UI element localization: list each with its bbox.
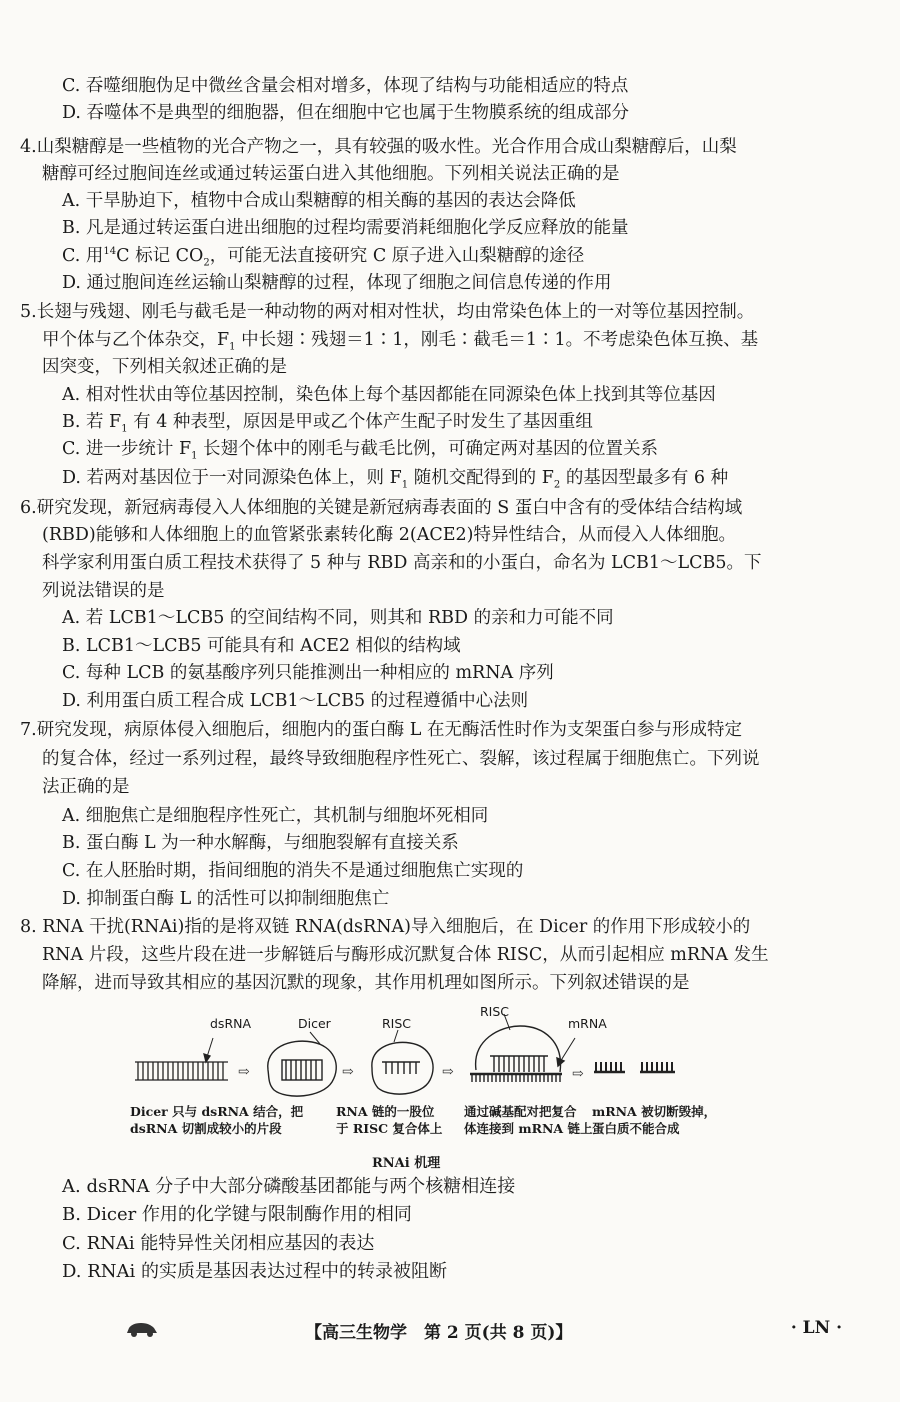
dsrna-label: dsRNA xyxy=(210,1016,252,1031)
q7-stem-line2: 的复合体，经过一系列过程，最终导致细胞程序性死亡、裂解，该过程属于细胞焦亡。下列说 xyxy=(42,749,760,769)
risc-label-2: RISC xyxy=(480,1004,510,1019)
dsrna-strand xyxy=(135,1038,228,1080)
rnai-diagram-graphic xyxy=(120,1010,710,1100)
q4-option-a: A. 干旱胁迫下，植物中合成山梨糖醇的相关酶的基因的表达会降低 xyxy=(62,191,576,211)
q6-stem-line4: 列说法错误的是 xyxy=(42,581,165,601)
q7-option-a: A. 细胞焦亡是细胞程序性死亡，其机制与细胞坏死相同 xyxy=(62,806,489,826)
q8-stem-line2: RNA 片段，这些片段在进一步解链后与酶形成沉默复合体 RISC，从而引起相应 mRNA 发生 xyxy=(42,945,769,965)
dicer-complex xyxy=(268,1032,337,1096)
caption-dicer: Dicer 只与 dsRNA 结合，把 dsRNA 切割成较小的片段 xyxy=(130,1104,304,1136)
q6-option-d: D. 利用蛋白质工程合成 LCB1～LCB5 的过程遵循中心法则 xyxy=(62,691,529,711)
q6-option-a: A. 若 LCB1～LCB5 的空间结构不同，则其和 RBD 的亲和力可能不同 xyxy=(62,608,614,628)
svg-text:⇨: ⇨ xyxy=(342,1064,354,1080)
caption-mrna-cut: mRNA 被切断毁掉， 蛋白质不能合成 xyxy=(592,1104,717,1136)
q5-option-b: B. 若 $F_1$ 有 4 种表型，原因是甲或乙个体产生配子时发生了基因重组 xyxy=(62,412,593,435)
diagram-title: RNAi 机理 xyxy=(372,1156,441,1171)
q4-stem-line2: 糖醇可经过胞间连丝或通过转运蛋白进入其他细胞。下列相关说法正确的是 xyxy=(42,164,620,184)
q4-option-c: C. 用$^{14}$C 标记 $CO_2$，可能无法直接研究 C 原子进入山梨糖醇的途径 xyxy=(62,245,585,269)
car-logo-icon xyxy=(125,1320,159,1338)
footer-code: · LN · xyxy=(790,1318,842,1338)
svg-text:⇨: ⇨ xyxy=(572,1066,584,1082)
q5-stem-line2: 甲个体与乙个体杂交，$F_1$ 中长翅∶残翅＝1∶1，刚毛∶截毛＝1∶1。不考虑染色体互换、基 xyxy=(42,330,759,353)
q8-stem-line3: 降解，进而导致其相应的基因沉默的现象，其作用机理如图所示。下列叙述错误的是 xyxy=(42,973,690,993)
q8-option-d: D. RNAi 的实质是基因表达过程中的转录被阻断 xyxy=(62,1261,448,1282)
q8-option-c: C. RNAi 能特异性关闭相应基因的表达 xyxy=(62,1233,375,1254)
q5-option-c: C. 进一步统计 $F_1$ 长翅个体中的刚毛与截毛比例，可确定两对基因的位置关系 xyxy=(62,439,659,462)
mrna-label: mRNA xyxy=(568,1016,607,1031)
q6-option-b: B. LCB1～LCB5 可能具有和 ACE2 相似的结构域 xyxy=(62,636,461,656)
rnai-mechanism-diagram xyxy=(120,1004,717,1136)
q3-option-d: D. 吞噬体不是典型的细胞器，但在细胞中它也属于生物膜系统的组成部分 xyxy=(62,103,630,123)
q4-stem-line1: 4.山梨糖醇是一些植物的光合产物之一，具有较强的吸水性。光合作用合成山梨糖醇后，山梨 xyxy=(20,137,737,157)
q7-option-c: C. 在人胚胎时期，指间细胞的消失不是通过细胞焦亡实现的 xyxy=(62,861,524,881)
cleaved-mrna-fragments xyxy=(594,1062,675,1072)
q5-option-d: D. 若两对基因位于一对同源染色体上，则 $F_1$ 随机交配得到的 $F_2$ 的基因型最多有 6 种 xyxy=(62,468,729,491)
q5-stem-line3: 因突变，下列相关叙述正确的是 xyxy=(42,357,287,377)
footer-page-info: 【高三生物学 第 2 页(共 8 页)】 xyxy=(305,1323,573,1343)
risc-mrna-complex xyxy=(470,1014,575,1082)
q6-stem-line1: 6.研究发现，新冠病毒侵入人体细胞的关键是新冠病毒表面的 S 蛋白中含有的受体结合结构域 xyxy=(20,498,743,518)
q7-option-b: B. 蛋白酶 L 为一种水解酶，与细胞裂解有直接关系 xyxy=(62,833,459,853)
q6-stem-line3: 科学家利用蛋白质工程技术获得了 5 种与 RBD 高亲和的小蛋白，命名为 LCB1～LCB5。下 xyxy=(42,553,762,573)
svg-text:⇨: ⇨ xyxy=(238,1064,250,1080)
risc-complex xyxy=(372,1030,433,1094)
q7-stem-line3: 法正确的是 xyxy=(42,777,130,797)
q8-stem-line1: 8. RNA 干扰(RNAi)指的是将双链 RNA(dsRNA)导入细胞后，在 Dicer 的作用下形成较小的 xyxy=(20,917,751,937)
page-footer xyxy=(0,1318,900,1348)
q3-option-c: C. 吞噬细胞伪足中微丝含量会相对增多，体现了结构与功能相适应的特点 xyxy=(62,76,629,96)
caption-risc: RNA 链的一股位 于 RISC 复合体上 xyxy=(336,1104,443,1136)
q5-stem-line1: 5.长翅与残翅、刚毛与截毛是一种动物的两对相对性状，均由常染色体上的一对等位基因控制。 xyxy=(20,302,755,322)
q7-stem-line1: 7.研究发现，病原体侵入细胞后，细胞内的蛋白酶 L 在无酶活性时作为支架蛋白参与形成特定 xyxy=(20,720,742,740)
dicer-label: Dicer xyxy=(298,1016,331,1031)
q4-option-b: B. 凡是通过转运蛋白进出细胞的过程均需要消耗细胞化学反应释放的能量 xyxy=(62,218,629,238)
q8-option-b: B. Dicer 作用的化学键与限制酶作用的相同 xyxy=(62,1204,412,1225)
q4-option-d: D. 通过胞间连丝运输山梨糖醇的过程，体现了细胞之间信息传递的作用 xyxy=(62,273,612,293)
risc-label-1: RISC xyxy=(382,1016,412,1031)
q7-option-d: D. 抑制蛋白酶 L 的活性可以抑制细胞焦亡 xyxy=(62,889,390,909)
caption-base-pairing: 通过碱基配对把复合 体连接到 mRNA 链上 xyxy=(464,1104,593,1136)
svg-text:⇨: ⇨ xyxy=(442,1064,454,1080)
q5-option-a: A. 相对性状由等位基因控制，染色体上每个基因都能在同源染色体上找到其等位基因 xyxy=(62,385,716,405)
q6-option-c: C. 每种 LCB 的氨基酸序列只能推测出一种相应的 mRNA 序列 xyxy=(62,663,554,683)
q6-stem-line2: (RBD)能够和人体细胞上的血管紧张素转化酶 2(ACE2)特异性结合，从而侵入人体细胞。 xyxy=(42,525,737,545)
q8-option-a: A. dsRNA 分子中大部分磷酸基团都能与两个核糖相连接 xyxy=(62,1176,516,1197)
